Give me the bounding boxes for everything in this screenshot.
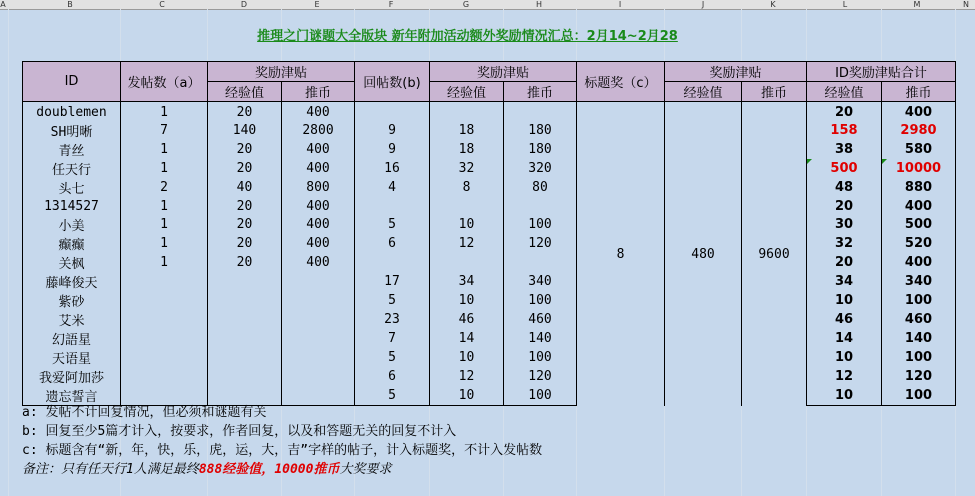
cell-id[interactable]: 天语星: [23, 348, 121, 367]
header-id[interactable]: ID: [23, 62, 121, 102]
note-c[interactable]: c: 标题含有“新，年，快，乐，虎，运，大，吉”字样的帖子，计入标题奖，不计入发帖数: [22, 443, 543, 458]
cell-reply-exp[interactable]: [430, 253, 504, 272]
sheet-title[interactable]: 推理之门谜题大全版块 新年附加活动额外奖励情况汇总：2月14~2月28: [257, 29, 678, 44]
header-total-exp[interactable]: 经验值: [807, 82, 882, 102]
cell-total-exp[interactable]: 20: [807, 253, 882, 272]
cell-post-coin[interactable]: 400: [282, 102, 355, 122]
cell-post-exp[interactable]: [208, 348, 282, 367]
col-d[interactable]: D: [240, 0, 248, 9]
cell-post-coin[interactable]: [282, 272, 355, 291]
header-total-coin[interactable]: 推币: [882, 82, 956, 102]
table-row: [23, 215, 956, 234]
cell-post-coin[interactable]: 400: [282, 197, 355, 215]
table-row: [23, 310, 956, 329]
cell-reply-coin[interactable]: 100: [504, 215, 577, 234]
cell-post-exp[interactable]: [208, 272, 282, 291]
remark-tail: 大奖要求: [339, 462, 392, 477]
cell-id[interactable]: 任天行: [23, 159, 121, 178]
cell-post-exp[interactable]: 40: [208, 178, 282, 197]
cell-replies[interactable]: 9: [355, 140, 430, 159]
cell-post-coin[interactable]: 400: [282, 215, 355, 234]
note-remark[interactable]: [22, 460, 542, 479]
cell-total-exp[interactable]: 48: [807, 178, 882, 197]
header-post-reward[interactable]: 奖励津贴: [208, 62, 355, 82]
cell-post-coin[interactable]: 800: [282, 178, 355, 197]
cell-reply-exp[interactable]: 12: [430, 234, 504, 253]
note-b[interactable]: b: 回复至少5篇才计入，按要求，作者回复，以及和答题无关的回复不计入: [22, 424, 457, 439]
cell-replies[interactable]: [355, 197, 430, 215]
cell-post-exp[interactable]: 20: [208, 140, 282, 159]
cell-reply-coin[interactable]: 180: [504, 140, 577, 159]
cell-id[interactable]: 我爱阿加莎: [23, 367, 121, 386]
cell-replies[interactable]: 5: [355, 215, 430, 234]
cell-posts[interactable]: 1: [121, 140, 208, 159]
note-a[interactable]: a: 发帖不计回复情况，但必须和谜题有关: [22, 405, 267, 420]
cell-reply-exp[interactable]: 18: [430, 121, 504, 140]
cell-reply-exp[interactable]: [430, 102, 504, 122]
cell-reply-coin[interactable]: 80: [504, 178, 577, 197]
cell-id[interactable]: 幻語星: [23, 329, 121, 348]
header-title-award[interactable]: 标题奖（c）: [577, 62, 665, 102]
cell-replies[interactable]: 16: [355, 159, 430, 178]
cell-post-exp[interactable]: 140: [208, 121, 282, 140]
header-reply-coin[interactable]: 推币: [504, 82, 577, 102]
cell-total-exp[interactable]: 158: [807, 121, 882, 140]
cell-posts[interactable]: [121, 310, 208, 329]
cell-total-coin[interactable]: 2980: [882, 121, 956, 140]
cell-title-award-coin[interactable]: 9600: [742, 102, 807, 406]
cell-post-exp[interactable]: [208, 291, 282, 310]
cell-post-exp[interactable]: 20: [208, 159, 282, 178]
cell-reply-coin[interactable]: 460: [504, 310, 577, 329]
cell-total-exp[interactable]: 46: [807, 310, 882, 329]
col-j[interactable]: J: [701, 0, 705, 9]
remark-text: 备注：只有任天行1人满足最终: [22, 462, 199, 477]
cell-id[interactable]: 遗忘誓言: [23, 386, 121, 406]
header-posts[interactable]: 发帖数（a）: [121, 62, 208, 102]
cell-posts[interactable]: 1: [121, 197, 208, 215]
cell-total-exp[interactable]: 38: [807, 140, 882, 159]
cell-replies[interactable]: [355, 102, 430, 122]
col-f[interactable]: F: [388, 0, 394, 9]
cell-reply-coin[interactable]: 100: [504, 386, 577, 406]
cell-posts[interactable]: 1: [121, 102, 208, 122]
col-i[interactable]: I: [618, 0, 622, 9]
cell-reply-exp[interactable]: 46: [430, 310, 504, 329]
cell-replies[interactable]: 4: [355, 178, 430, 197]
cell-title-award-exp[interactable]: 480: [665, 102, 742, 406]
cell-id[interactable]: 艾米: [23, 310, 121, 329]
table-row: [23, 329, 956, 348]
table-row: [23, 348, 956, 367]
cell-post-coin[interactable]: [282, 367, 355, 386]
cell-total-coin[interactable]: 400: [882, 197, 956, 215]
cell-posts[interactable]: 1: [121, 159, 208, 178]
cell-reply-coin[interactable]: 100: [504, 291, 577, 310]
col-l[interactable]: L: [842, 0, 848, 9]
cell-total-exp[interactable]: 14: [807, 329, 882, 348]
col-m[interactable]: M: [913, 0, 921, 9]
cell-post-exp[interactable]: [208, 367, 282, 386]
cell-reply-exp[interactable]: [430, 197, 504, 215]
cell-id[interactable]: 关枫: [23, 253, 121, 272]
cell-posts[interactable]: [121, 367, 208, 386]
cell-post-coin[interactable]: [282, 291, 355, 310]
cell-post-exp[interactable]: 20: [208, 253, 282, 272]
cell-total-coin[interactable]: 100: [882, 386, 956, 406]
cell-reply-exp[interactable]: 14: [430, 329, 504, 348]
cell-total-exp[interactable]: 20: [807, 197, 882, 215]
cell-total-coin[interactable]: 400: [882, 102, 956, 122]
cell-reply-exp[interactable]: 34: [430, 272, 504, 291]
table-row: [23, 140, 956, 159]
cell-reply-coin[interactable]: 340: [504, 272, 577, 291]
cell-posts[interactable]: 2: [121, 178, 208, 197]
cell-replies[interactable]: 5: [355, 386, 430, 406]
cell-post-exp[interactable]: [208, 310, 282, 329]
cell-posts[interactable]: [121, 291, 208, 310]
cell-reply-exp[interactable]: 8: [430, 178, 504, 197]
reward-table: [22, 61, 956, 406]
cell-total-exp[interactable]: 500: [807, 159, 882, 178]
cell-post-coin[interactable]: [282, 310, 355, 329]
cell-total-exp[interactable]: 12: [807, 367, 882, 386]
cell-id[interactable]: doublemen: [23, 102, 121, 122]
cell-total-coin[interactable]: 460: [882, 310, 956, 329]
cell-total-coin[interactable]: 100: [882, 291, 956, 310]
table-row: [23, 253, 956, 272]
col-g[interactable]: G: [462, 0, 470, 9]
col-h[interactable]: H: [535, 0, 543, 9]
cell-total-coin[interactable]: 140: [882, 329, 956, 348]
cell-total-exp[interactable]: 10: [807, 291, 882, 310]
table-row: [23, 367, 956, 386]
header-title-coin[interactable]: 推币: [742, 82, 807, 102]
cell-total-exp[interactable]: 20: [807, 102, 882, 122]
cell-id[interactable]: 癫癫: [23, 234, 121, 253]
cell-posts[interactable]: [121, 329, 208, 348]
cell-post-coin[interactable]: 400: [282, 159, 355, 178]
cell-reply-coin[interactable]: 140: [504, 329, 577, 348]
cell-post-exp[interactable]: [208, 329, 282, 348]
cell-reply-coin[interactable]: [504, 253, 577, 272]
table-row: [23, 102, 956, 122]
cell-reply-exp[interactable]: 10: [430, 348, 504, 367]
cell-post-coin[interactable]: 400: [282, 253, 355, 272]
cell-replies[interactable]: 7: [355, 329, 430, 348]
cell-replies[interactable]: 6: [355, 234, 430, 253]
grid-line: [8, 9, 9, 496]
cell-reply-exp[interactable]: 10: [430, 291, 504, 310]
col-n[interactable]: N: [963, 0, 969, 9]
cell-reply-exp[interactable]: 10: [430, 215, 504, 234]
cell-total-coin[interactable]: 500: [882, 215, 956, 234]
cell-post-coin[interactable]: [282, 329, 355, 348]
cell-replies[interactable]: 6: [355, 367, 430, 386]
cell-id[interactable]: 1314527: [23, 197, 121, 215]
col-e[interactable]: E: [314, 0, 320, 9]
table-row: [23, 272, 956, 291]
cell-posts[interactable]: 1: [121, 215, 208, 234]
table-row: [23, 159, 956, 178]
cell-post-exp[interactable]: 20: [208, 102, 282, 122]
remark-highlight-exp: 888经验值，: [198, 462, 275, 477]
cell-reply-coin[interactable]: 180: [504, 121, 577, 140]
header-post-coin[interactable]: 推币: [282, 82, 355, 102]
cell-posts[interactable]: 1: [121, 253, 208, 272]
cell-replies[interactable]: 17: [355, 272, 430, 291]
cell-total-coin[interactable]: 520: [882, 234, 956, 253]
cell-id[interactable]: 藤峰俊天: [23, 272, 121, 291]
cell-total-coin[interactable]: 120: [882, 367, 956, 386]
cell-id[interactable]: 紫砂: [23, 291, 121, 310]
cell-total-exp[interactable]: 30: [807, 215, 882, 234]
header-replies[interactable]: 回帖数(b): [355, 62, 430, 102]
cell-total-coin[interactable]: 880: [882, 178, 956, 197]
table-row: [23, 178, 956, 197]
cell-post-coin[interactable]: 400: [282, 140, 355, 159]
cell-total-coin[interactable]: 400: [882, 253, 956, 272]
header-reply-exp[interactable]: 经验值: [430, 82, 504, 102]
cell-replies[interactable]: 5: [355, 291, 430, 310]
cell-post-coin[interactable]: 2800: [282, 121, 355, 140]
header-reply-reward[interactable]: 奖励津贴: [430, 62, 577, 82]
cell-total-coin[interactable]: 580: [882, 140, 956, 159]
cell-reply-exp[interactable]: 12: [430, 367, 504, 386]
header-total[interactable]: ID奖励津贴合计: [807, 62, 956, 82]
cell-total-exp[interactable]: 32: [807, 234, 882, 253]
cell-post-exp[interactable]: 20: [208, 234, 282, 253]
cell-total-exp[interactable]: 34: [807, 272, 882, 291]
table-row: [23, 291, 956, 310]
cell-total-exp[interactable]: 10: [807, 348, 882, 367]
cell-reply-coin[interactable]: 120: [504, 367, 577, 386]
cell-reply-coin[interactable]: 100: [504, 348, 577, 367]
cell-reply-exp[interactable]: 32: [430, 159, 504, 178]
cell-id[interactable]: 头七: [23, 178, 121, 197]
cell-total-exp[interactable]: 10: [807, 386, 882, 406]
table-row: [23, 234, 956, 253]
cell-title-award-count[interactable]: 8: [577, 102, 665, 406]
cell-post-coin[interactable]: 400: [282, 234, 355, 253]
cell-posts[interactable]: 1: [121, 234, 208, 253]
cell-reply-coin[interactable]: [504, 197, 577, 215]
header-title-reward[interactable]: 奖励津贴: [665, 62, 807, 82]
cell-reply-exp[interactable]: 18: [430, 140, 504, 159]
cell-replies[interactable]: 23: [355, 310, 430, 329]
cell-replies[interactable]: [355, 253, 430, 272]
cell-id[interactable]: 青丝: [23, 140, 121, 159]
footnotes: [22, 403, 542, 479]
table-row: [23, 121, 956, 140]
cell-total-coin[interactable]: 100: [882, 348, 956, 367]
cell-posts[interactable]: [121, 348, 208, 367]
cell-total-coin[interactable]: 10000: [882, 159, 956, 178]
cell-posts[interactable]: 7: [121, 121, 208, 140]
cell-id[interactable]: 小美: [23, 215, 121, 234]
cell-reply-coin[interactable]: 320: [504, 159, 577, 178]
remark-highlight-coin: 10000推币: [274, 462, 340, 477]
col-c[interactable]: C: [159, 0, 165, 9]
col-b[interactable]: B: [67, 0, 73, 9]
cell-post-coin[interactable]: [282, 348, 355, 367]
cell-replies[interactable]: 5: [355, 348, 430, 367]
header-title-exp[interactable]: 经验值: [665, 82, 742, 102]
header-post-exp[interactable]: 经验值: [208, 82, 282, 102]
col-a[interactable]: A: [0, 0, 6, 9]
cell-reply-exp[interactable]: 10: [430, 386, 504, 406]
table-row: [23, 197, 956, 215]
cell-post-exp[interactable]: 20: [208, 197, 282, 215]
cell-id[interactable]: SH明晰: [23, 121, 121, 140]
cell-replies[interactable]: 9: [355, 121, 430, 140]
cell-reply-coin[interactable]: 120: [504, 234, 577, 253]
cell-total-coin[interactable]: 340: [882, 272, 956, 291]
cell-posts[interactable]: [121, 272, 208, 291]
cell-reply-coin[interactable]: [504, 102, 577, 122]
cell-post-exp[interactable]: 20: [208, 215, 282, 234]
col-k[interactable]: K: [770, 0, 776, 9]
column-header-bar: [0, 0, 975, 10]
